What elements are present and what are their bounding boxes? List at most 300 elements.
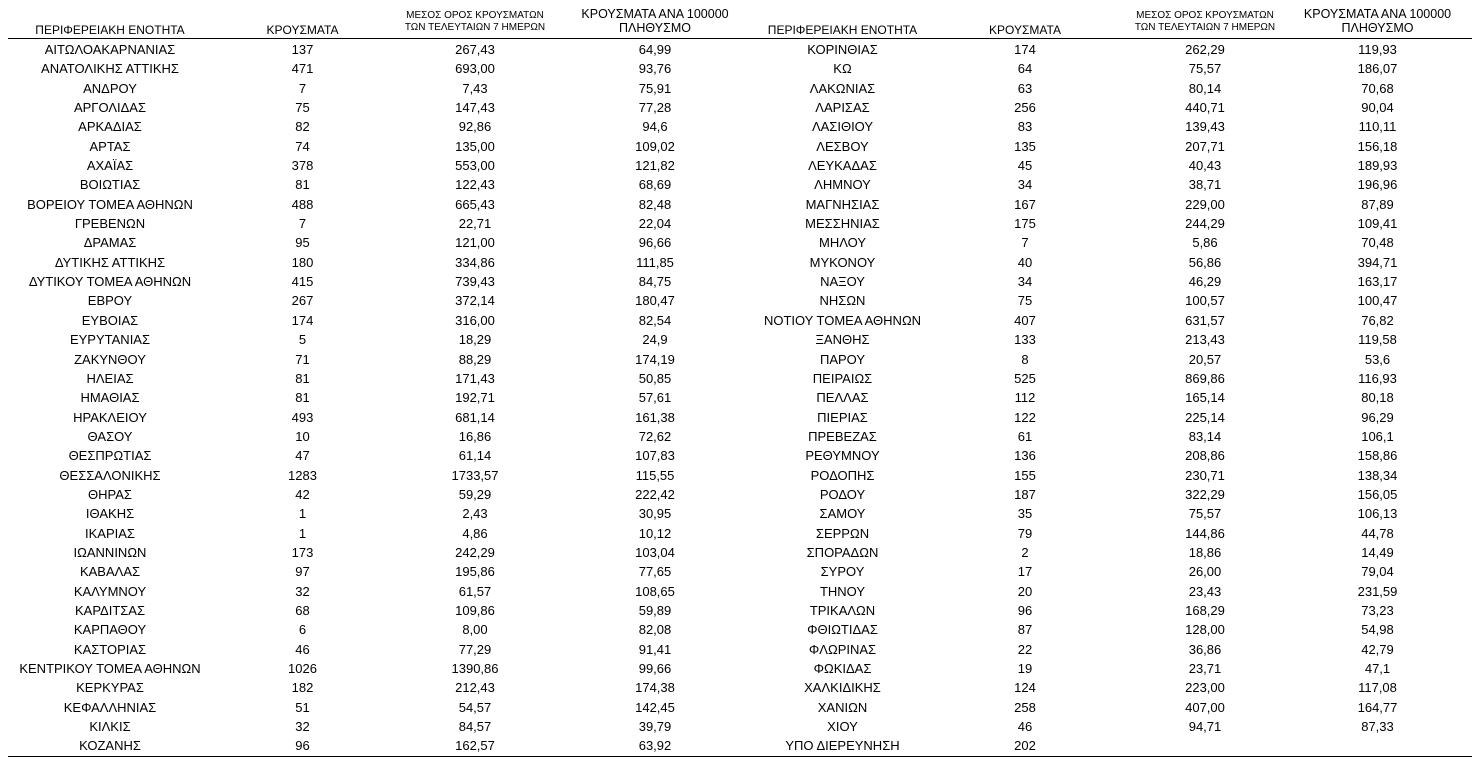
- region-name-cell: ΦΩΚΙΔΑΣ: [813, 661, 872, 676]
- table-row: [0, 504, 1472, 523]
- header-per100k-right-line1: ΚΡΟΥΣΜΑΤΑ ΑΝΑ 100000: [1303, 7, 1452, 21]
- table-row: [0, 543, 1472, 562]
- region-name-cell: ΑΙΤΩΛΟΑΚΑΡΝΑΝΙΑΣ: [44, 42, 176, 57]
- region-name-cell: ΗΡΑΚΛΕΙΟΥ: [73, 409, 147, 425]
- table-row: [0, 485, 1472, 504]
- per-100k-cell: 93,76: [638, 61, 672, 77]
- per-100k-cell: 119,58: [1358, 332, 1397, 348]
- region-name-cell: ΔΥΤΙΚΟΥ ΤΟΜΕΑ ΑΘΗΝΩΝ: [28, 274, 192, 290]
- cases-cell: 95: [295, 235, 310, 251]
- header-per100k-left-line2: ΠΛΗΘΥΣΜΟ: [619, 21, 691, 35]
- header-avg-right: [1110, 10, 1300, 34]
- per-100k-cell: 47,1: [1364, 661, 1391, 676]
- cases-cell: 488: [291, 196, 314, 212]
- table-row: [0, 659, 1472, 678]
- cases-cell: 79: [1017, 525, 1033, 541]
- region-name-cell: ΔΥΤΙΚΗΣ ΑΤΤΙΚΗΣ: [54, 254, 166, 270]
- per-100k-cell: 119,93: [1358, 42, 1397, 57]
- table-row: [0, 717, 1472, 736]
- per-100k-cell: 222,42: [635, 486, 675, 502]
- cases-cell: 51: [295, 699, 310, 715]
- table-row: [0, 272, 1472, 291]
- region-name-cell: ΙΚΑΡΙΑΣ: [85, 525, 135, 541]
- table-row: [0, 311, 1472, 330]
- per-100k-cell: 186,07: [1357, 61, 1398, 77]
- per-100k-cell: 156,18: [1357, 138, 1398, 154]
- table-row: [0, 601, 1472, 620]
- region-name-cell: ΚΑΛΥΜΝΟΥ: [73, 583, 147, 599]
- table-row: [0, 330, 1472, 349]
- avg-7day-cell: 207,71: [1185, 138, 1225, 154]
- avg-7day-cell: 631,57: [1185, 312, 1225, 328]
- cases-cell: 32: [295, 719, 310, 735]
- region-name-cell: ΛΑΣΙΘΙΟΥ: [811, 119, 874, 135]
- per-100k-cell: 70,48: [1361, 235, 1394, 251]
- cases-cell: 135: [1014, 138, 1036, 154]
- cases-cell: 2: [1021, 544, 1029, 560]
- region-name-cell: ΜΕΣΣΗΝΙΑΣ: [805, 216, 880, 232]
- region-name-cell: ΕΒΡΟΥ: [87, 293, 133, 309]
- per-100k-cell: 84,75: [638, 274, 672, 290]
- per-100k-cell: 77,28: [638, 100, 672, 116]
- table-row: [0, 388, 1472, 407]
- avg-7day-cell: 75,57: [1188, 61, 1222, 77]
- avg-7day-cell: 61,57: [458, 583, 492, 599]
- region-name-cell: ΒΟΙΩΤΙΑΣ: [79, 177, 141, 193]
- avg-7day-cell: 681,14: [455, 409, 495, 425]
- table-row: [0, 736, 1472, 755]
- cases-cell: 97: [295, 564, 310, 580]
- cases-cell: 96: [295, 738, 310, 754]
- region-name-cell: ΚΩ: [833, 61, 852, 77]
- table-row: [0, 408, 1472, 427]
- header-avg-left-line2: ΤΩΝ ΤΕΛΕΥΤΑΙΩΝ 7 ΗΜΕΡΩΝ: [404, 22, 546, 33]
- region-name-cell: ΑΧΑΪΑΣ: [86, 158, 134, 174]
- table-row: [0, 678, 1472, 697]
- table-row: [0, 233, 1472, 252]
- region-name-cell: ΣΥΡΟΥ: [820, 564, 865, 580]
- per-100k-cell: 39,79: [638, 719, 672, 735]
- per-100k-cell: 106,13: [1357, 506, 1398, 522]
- avg-7day-cell: 869,86: [1185, 370, 1225, 386]
- per-100k-cell: 109,41: [1357, 216, 1398, 232]
- header-per100k-left-line1: ΚΡΟΥΣΜΑΤΑ ΑΝΑ 100000: [581, 7, 729, 21]
- cases-cell: 17: [1017, 564, 1033, 580]
- region-name-cell: ΗΛΕΙΑΣ: [86, 370, 134, 386]
- per-100k-cell: 59,89: [638, 602, 672, 618]
- cases-cell: 136: [1014, 448, 1036, 464]
- per-100k-cell: 108,65: [635, 583, 675, 599]
- avg-7day-cell: 192,71: [455, 390, 495, 406]
- per-100k-cell: 121,82: [635, 158, 675, 174]
- avg-7day-cell: 212,43: [455, 680, 495, 696]
- cases-cell: 83: [1017, 119, 1033, 135]
- per-100k-cell: 161,38: [635, 409, 675, 425]
- cases-cell: 46: [1017, 719, 1033, 735]
- per-100k-cell: 70,68: [1361, 80, 1394, 96]
- header-avg-right-line1: ΜΕΣΟΣ ΟΡΟΣ ΚΡΟΥΣΜΑΤΩΝ: [1136, 10, 1274, 21]
- cases-cell: 63: [1017, 80, 1033, 96]
- avg-7day-cell: 223,00: [1185, 680, 1225, 696]
- per-100k-cell: 42,79: [1361, 641, 1394, 657]
- per-100k-cell: 99,66: [638, 661, 672, 676]
- header-divider: [8, 38, 1472, 39]
- avg-7day-cell: 38,71: [1188, 177, 1222, 193]
- per-100k-cell: 53,6: [1364, 351, 1391, 367]
- cases-cell: 267: [291, 293, 314, 309]
- avg-7day-cell: 407,00: [1185, 699, 1225, 715]
- cases-cell: 471: [291, 61, 314, 77]
- per-100k-cell: 394,71: [1357, 254, 1398, 270]
- avg-7day-cell: 16,86: [458, 428, 492, 444]
- cases-cell: 19: [1017, 661, 1033, 676]
- header-avg-right-line2: ΤΩΝ ΤΕΛΕΥΤΑΙΩΝ 7 ΗΜΕΡΩΝ: [1134, 22, 1276, 33]
- avg-7day-cell: 139,43: [1185, 119, 1225, 135]
- cases-cell: 22: [1017, 641, 1033, 657]
- cases-cell: 35: [1017, 506, 1033, 522]
- per-100k-cell: 96,29: [1361, 409, 1394, 425]
- cases-cell: 74: [295, 138, 310, 154]
- cases-cell: 87: [1017, 622, 1033, 638]
- avg-7day-cell: 171,43: [455, 370, 495, 386]
- per-100k-cell: 189,93: [1357, 158, 1398, 174]
- per-100k-cell: 231,59: [1357, 583, 1398, 599]
- per-100k-cell: 103,04: [635, 544, 675, 560]
- table-row: [0, 620, 1472, 639]
- region-name-cell: ΣΕΡΡΩΝ: [815, 525, 870, 541]
- per-100k-cell: 158,86: [1357, 448, 1398, 464]
- region-name-cell: ΔΡΑΜΑΣ: [83, 235, 137, 251]
- table-row: [0, 117, 1472, 136]
- cases-cell: 7: [298, 80, 307, 96]
- per-100k-cell: 90,04: [1361, 100, 1394, 116]
- region-name-cell: ΠΙΕΡΙΑΣ: [817, 409, 868, 425]
- cases-cell: 122: [1014, 409, 1036, 425]
- table-row: [0, 40, 1472, 59]
- region-name-cell: ΑΡΤΑΣ: [89, 138, 131, 154]
- table-row: [0, 156, 1472, 175]
- per-100k-cell: 116,93: [1358, 370, 1397, 386]
- table-row: [0, 253, 1472, 272]
- per-100k-cell: 22,04: [638, 216, 672, 232]
- per-100k-cell: 76,82: [1361, 312, 1394, 328]
- avg-7day-cell: 693,00: [455, 61, 495, 77]
- avg-7day-cell: 262,29: [1185, 42, 1225, 57]
- avg-7day-cell: 22,71: [458, 216, 492, 232]
- region-name-cell: ΡΟΔΟΥ: [819, 486, 866, 502]
- per-100k-cell: 50,85: [638, 370, 672, 386]
- cases-cell: 61: [1017, 428, 1033, 444]
- per-100k-cell: 100,47: [1357, 293, 1398, 309]
- avg-7day-cell: 4,86: [462, 525, 488, 541]
- avg-7day-cell: 59,29: [458, 486, 492, 502]
- region-name-cell: ΘΗΡΑΣ: [88, 486, 132, 502]
- cases-cell: 1: [298, 525, 307, 541]
- table-body: [0, 40, 1472, 756]
- avg-7day-cell: 109,86: [455, 602, 495, 618]
- region-name-cell: ΚΑΡΠΑΘΟΥ: [73, 622, 147, 638]
- avg-7day-cell: 54,57: [458, 699, 492, 715]
- avg-7day-cell: 61,14: [458, 448, 492, 464]
- avg-7day-cell: 100,57: [1185, 293, 1225, 309]
- region-name-cell: ΛΗΜΝΟΥ: [814, 177, 871, 193]
- per-100k-cell: 44,78: [1361, 525, 1394, 541]
- avg-7day-cell: 553,00: [455, 158, 495, 174]
- region-name-cell: ΑΝΔΡΟΥ: [83, 80, 137, 96]
- table-row: [0, 446, 1472, 465]
- per-100k-cell: 30,95: [638, 506, 672, 522]
- header-avg-left: [380, 10, 570, 34]
- avg-7day-cell: 208,86: [1185, 448, 1225, 464]
- per-100k-cell: 79,04: [1361, 564, 1394, 580]
- avg-7day-cell: 94,71: [1188, 719, 1222, 735]
- region-name-cell: ΜΥΚΟΝΟΥ: [809, 254, 876, 270]
- avg-7day-cell: 26,00: [1188, 564, 1222, 580]
- cases-cell: 256: [1014, 100, 1036, 116]
- per-100k-cell: 109,02: [635, 138, 675, 154]
- per-100k-cell: 156,05: [1357, 486, 1398, 502]
- region-name-cell: ΦΛΩΡΙΝΑΣ: [808, 641, 877, 657]
- header-region-right: ΠΕΡΙΦΕΡΕΙΑΚΗ ΕΝΟΤΗΤΑ: [767, 23, 918, 37]
- region-name-cell: ΧΙΟΥ: [827, 719, 858, 735]
- avg-7day-cell: 84,57: [458, 719, 492, 735]
- avg-7day-cell: 168,29: [1185, 602, 1225, 618]
- region-name-cell: ΚΕΝΤΡΙΚΟΥ ΤΟΜΕΑ ΑΘΗΝΩΝ: [19, 661, 201, 676]
- avg-7day-cell: 372,14: [455, 293, 495, 309]
- cases-cell: 47: [295, 448, 310, 464]
- region-name-cell: ΡΕΘΥΜΝΟΥ: [805, 448, 880, 464]
- region-name-cell: ΑΡΓΟΛΙΔΑΣ: [73, 100, 147, 116]
- per-100k-cell: 68,69: [638, 177, 672, 193]
- region-name-cell: ΜΗΛΟΥ: [819, 235, 866, 251]
- region-name-cell: ΘΕΣΠΡΩΤΙΑΣ: [68, 448, 152, 464]
- per-100k-cell: 14,49: [1361, 544, 1394, 560]
- avg-7day-cell: 8,00: [462, 622, 488, 638]
- cases-cell: 182: [291, 680, 314, 696]
- region-name-cell: ΚΙΛΚΙΣ: [89, 719, 131, 735]
- region-name-cell: ΝΗΣΩΝ: [819, 293, 866, 309]
- avg-7day-cell: 18,29: [458, 332, 492, 348]
- cases-cell: 175: [1014, 216, 1036, 232]
- avg-7day-cell: 2,43: [462, 506, 488, 522]
- cases-cell: 5: [298, 332, 307, 348]
- avg-7day-cell: 225,14: [1185, 409, 1225, 425]
- cases-cell: 71: [295, 351, 310, 367]
- region-name-cell: ΝΟΤΙΟΥ ΤΟΜΕΑ ΑΘΗΝΩΝ: [763, 312, 922, 328]
- region-name-cell: ΣΠΟΡΑΔΩΝ: [806, 544, 879, 560]
- per-100k-cell: 96,66: [638, 235, 672, 251]
- region-name-cell: ΚΑΡΔΙΤΣΑΣ: [74, 602, 146, 618]
- cases-cell: 34: [1017, 274, 1033, 290]
- cases-cell: 525: [1014, 370, 1036, 386]
- cases-cell: 258: [1014, 699, 1036, 715]
- per-100k-cell: 174,19: [635, 351, 675, 367]
- per-100k-cell: 82,48: [638, 196, 672, 212]
- region-name-cell: ΚΕΦΑΛΛΗΝΙΑΣ: [63, 699, 157, 715]
- cases-cell: 81: [295, 370, 310, 386]
- avg-7day-cell: 665,43: [455, 196, 495, 212]
- cases-cell: 124: [1014, 680, 1036, 696]
- region-name-cell: ΑΡΚΑΔΙΑΣ: [78, 119, 142, 135]
- region-name-cell: ΤΡΙΚΑΛΩΝ: [809, 602, 876, 618]
- cases-cell: 493: [291, 409, 314, 425]
- region-name-cell: ΘΕΣΣΑΛΟΝΙΚΗΣ: [59, 467, 161, 483]
- avg-7day-cell: 213,43: [1185, 332, 1225, 348]
- region-name-cell: ΛΕΥΚΑΔΑΣ: [808, 158, 877, 174]
- region-name-cell: ΑΝΑΤΟΛΙΚΗΣ ΑΤΤΙΚΗΣ: [41, 61, 179, 77]
- per-100k-cell: 111,85: [636, 254, 674, 270]
- cases-cell: 6: [298, 622, 307, 638]
- per-100k-cell: 138,34: [1357, 467, 1398, 483]
- region-name-cell: ΓΡΕΒΕΝΩΝ: [74, 216, 146, 232]
- per-100k-cell: 24,9: [642, 332, 668, 348]
- per-100k-cell: 57,61: [638, 390, 672, 406]
- region-name-cell: ΣΑΜΟΥ: [819, 506, 866, 522]
- per-100k-cell: 10,12: [638, 525, 672, 541]
- cases-cell: 378: [291, 158, 314, 174]
- region-name-cell: ΖΑΚΥΝΘΟΥ: [74, 351, 146, 367]
- avg-7day-cell: 75,57: [1188, 506, 1222, 522]
- avg-7day-cell: 195,86: [455, 564, 495, 580]
- avg-7day-cell: 229,00: [1185, 196, 1225, 212]
- cases-cell: 81: [295, 177, 310, 193]
- cases-cell: 155: [1014, 467, 1036, 483]
- avg-7day-cell: 18,86: [1188, 544, 1222, 560]
- avg-7day-cell: 40,43: [1188, 158, 1222, 174]
- per-100k-cell: 117,08: [1358, 680, 1397, 696]
- table-row: [0, 291, 1472, 310]
- per-100k-cell: 73,23: [1361, 602, 1394, 618]
- region-name-cell: ΛΑΡΙΣΑΣ: [815, 100, 870, 116]
- avg-7day-cell: 23,71: [1188, 661, 1222, 676]
- avg-7day-cell: 165,14: [1185, 390, 1225, 406]
- cases-cell: 415: [291, 274, 314, 290]
- table-row: [0, 214, 1472, 233]
- avg-7day-cell: 5,86: [1192, 235, 1218, 251]
- avg-7day-cell: 36,86: [1188, 641, 1222, 657]
- avg-7day-cell: 1390,86: [451, 661, 499, 676]
- avg-7day-cell: 83,14: [1188, 428, 1222, 444]
- cases-cell: 20: [1017, 583, 1033, 599]
- cases-cell: 8: [1021, 351, 1029, 367]
- cases-cell: 96: [1017, 602, 1033, 618]
- per-100k-cell: 180,47: [635, 293, 675, 309]
- region-name-cell: ΚΟΖΑΝΗΣ: [79, 738, 141, 754]
- region-name-cell: ΒΟΡΕΙΟΥ ΤΟΜΕΑ ΑΘΗΝΩΝ: [27, 196, 193, 212]
- avg-7day-cell: 88,29: [458, 351, 492, 367]
- header-region-left: ΠΕΡΙΦΕΡΕΙΑΚΗ ΕΝΟΤΗΤΑ: [35, 23, 185, 37]
- per-100k-cell: 82,08: [638, 622, 672, 638]
- cases-cell: 81: [295, 390, 310, 406]
- table-row: [0, 137, 1472, 156]
- avg-7day-cell: 56,86: [1188, 254, 1222, 270]
- table-row: [0, 59, 1472, 78]
- header-cases-left: ΚΡΟΥΣΜΑΤΑ: [266, 23, 339, 37]
- cases-cell: 7: [1021, 235, 1029, 251]
- table-row: [0, 195, 1472, 214]
- region-name-cell: ΠΕΙΡΑΙΩΣ: [812, 370, 873, 386]
- header-per100k-right: [1290, 7, 1465, 35]
- region-name-cell: ΕΥΒΟΙΑΣ: [81, 312, 139, 328]
- avg-7day-cell: 121,00: [455, 235, 495, 251]
- region-name-cell: ΛΑΚΩΝΙΑΣ: [809, 80, 876, 96]
- avg-7day-cell: 23,43: [1188, 583, 1222, 599]
- cases-cell: 133: [1014, 332, 1036, 348]
- avg-7day-cell: 244,29: [1185, 216, 1225, 232]
- per-100k-cell: 94,6: [642, 119, 668, 135]
- cases-cell: 42: [295, 486, 310, 502]
- region-name-cell: ΘΑΣΟΥ: [87, 428, 133, 444]
- per-100k-cell: 110,11: [1358, 119, 1397, 135]
- cases-cell: 68: [295, 602, 310, 618]
- cases-cell: 167: [1014, 196, 1036, 212]
- region-name-cell: ΠΕΛΛΑΣ: [816, 390, 869, 406]
- cases-cell: 64: [1017, 61, 1033, 77]
- table-row: [0, 98, 1472, 117]
- avg-7day-cell: 122,43: [455, 177, 495, 193]
- per-100k-cell: 107,83: [635, 448, 675, 464]
- per-100k-cell: 75,91: [638, 80, 672, 96]
- region-name-cell: ΙΘΑΚΗΣ: [85, 506, 135, 522]
- region-name-cell: ΕΥΡΥΤΑΝΙΑΣ: [69, 332, 151, 348]
- cases-cell: 75: [1017, 293, 1033, 309]
- avg-7day-cell: 230,71: [1185, 467, 1225, 483]
- cases-cell: 45: [1017, 158, 1033, 174]
- cases-cell: 174: [291, 312, 314, 328]
- region-name-cell: ΙΩΑΝΝΙΝΩΝ: [73, 544, 147, 560]
- per-100k-cell: 142,45: [635, 699, 675, 715]
- per-100k-cell: 63,92: [638, 738, 672, 754]
- cases-cell: 1026: [288, 661, 317, 676]
- per-100k-cell: 54,98: [1361, 622, 1394, 638]
- region-name-cell: ΥΠΟ ΔΙΕΡΕΥΝΗΣΗ: [785, 738, 900, 754]
- table-row: [0, 175, 1472, 194]
- region-name-cell: ΠΡΕΒΕΖΑΣ: [808, 428, 877, 444]
- per-100k-cell: 77,65: [638, 564, 672, 580]
- region-name-cell: ΡΟΔΟΠΗΣ: [810, 467, 875, 483]
- header-per100k-left: [570, 7, 740, 35]
- header-cases-right: ΚΡΟΥΣΜΑΤΑ: [989, 23, 1061, 37]
- table-row: [0, 640, 1472, 659]
- table-row: [0, 427, 1472, 446]
- region-name-cell: ΜΑΓΝΗΣΙΑΣ: [805, 196, 880, 212]
- per-100k-cell: 196,96: [1357, 177, 1398, 193]
- region-name-cell: ΠΑΡΟΥ: [819, 351, 866, 367]
- per-100k-cell: 164,77: [1357, 699, 1398, 715]
- avg-7day-cell: 316,00: [455, 312, 495, 328]
- avg-7day-cell: 144,86: [1185, 525, 1225, 541]
- avg-7day-cell: 440,71: [1185, 100, 1225, 116]
- avg-7day-cell: 7,43: [462, 80, 488, 96]
- table-row: [0, 582, 1472, 601]
- table-bottom-border: [8, 756, 1472, 757]
- avg-7day-cell: 92,86: [458, 119, 492, 135]
- region-name-cell: ΤΗΝΟΥ: [819, 583, 866, 599]
- avg-7day-cell: 267,43: [455, 42, 495, 57]
- cases-cell: 75: [295, 100, 310, 116]
- region-name-cell: ΧΑΝΙΩΝ: [817, 699, 868, 715]
- cases-cell: 1: [298, 506, 307, 522]
- region-name-cell: ΚΑΣΤΟΡΙΑΣ: [73, 641, 147, 657]
- avg-7day-cell: 242,29: [455, 544, 495, 560]
- cases-cell: 187: [1014, 486, 1036, 502]
- per-100k-cell: 72,62: [638, 428, 672, 444]
- cases-cell: 202: [1014, 738, 1036, 754]
- table-row: [0, 369, 1472, 388]
- cases-cell: 40: [1017, 254, 1033, 270]
- avg-7day-cell: 147,43: [455, 100, 495, 116]
- per-100k-cell: 80,18: [1361, 390, 1394, 406]
